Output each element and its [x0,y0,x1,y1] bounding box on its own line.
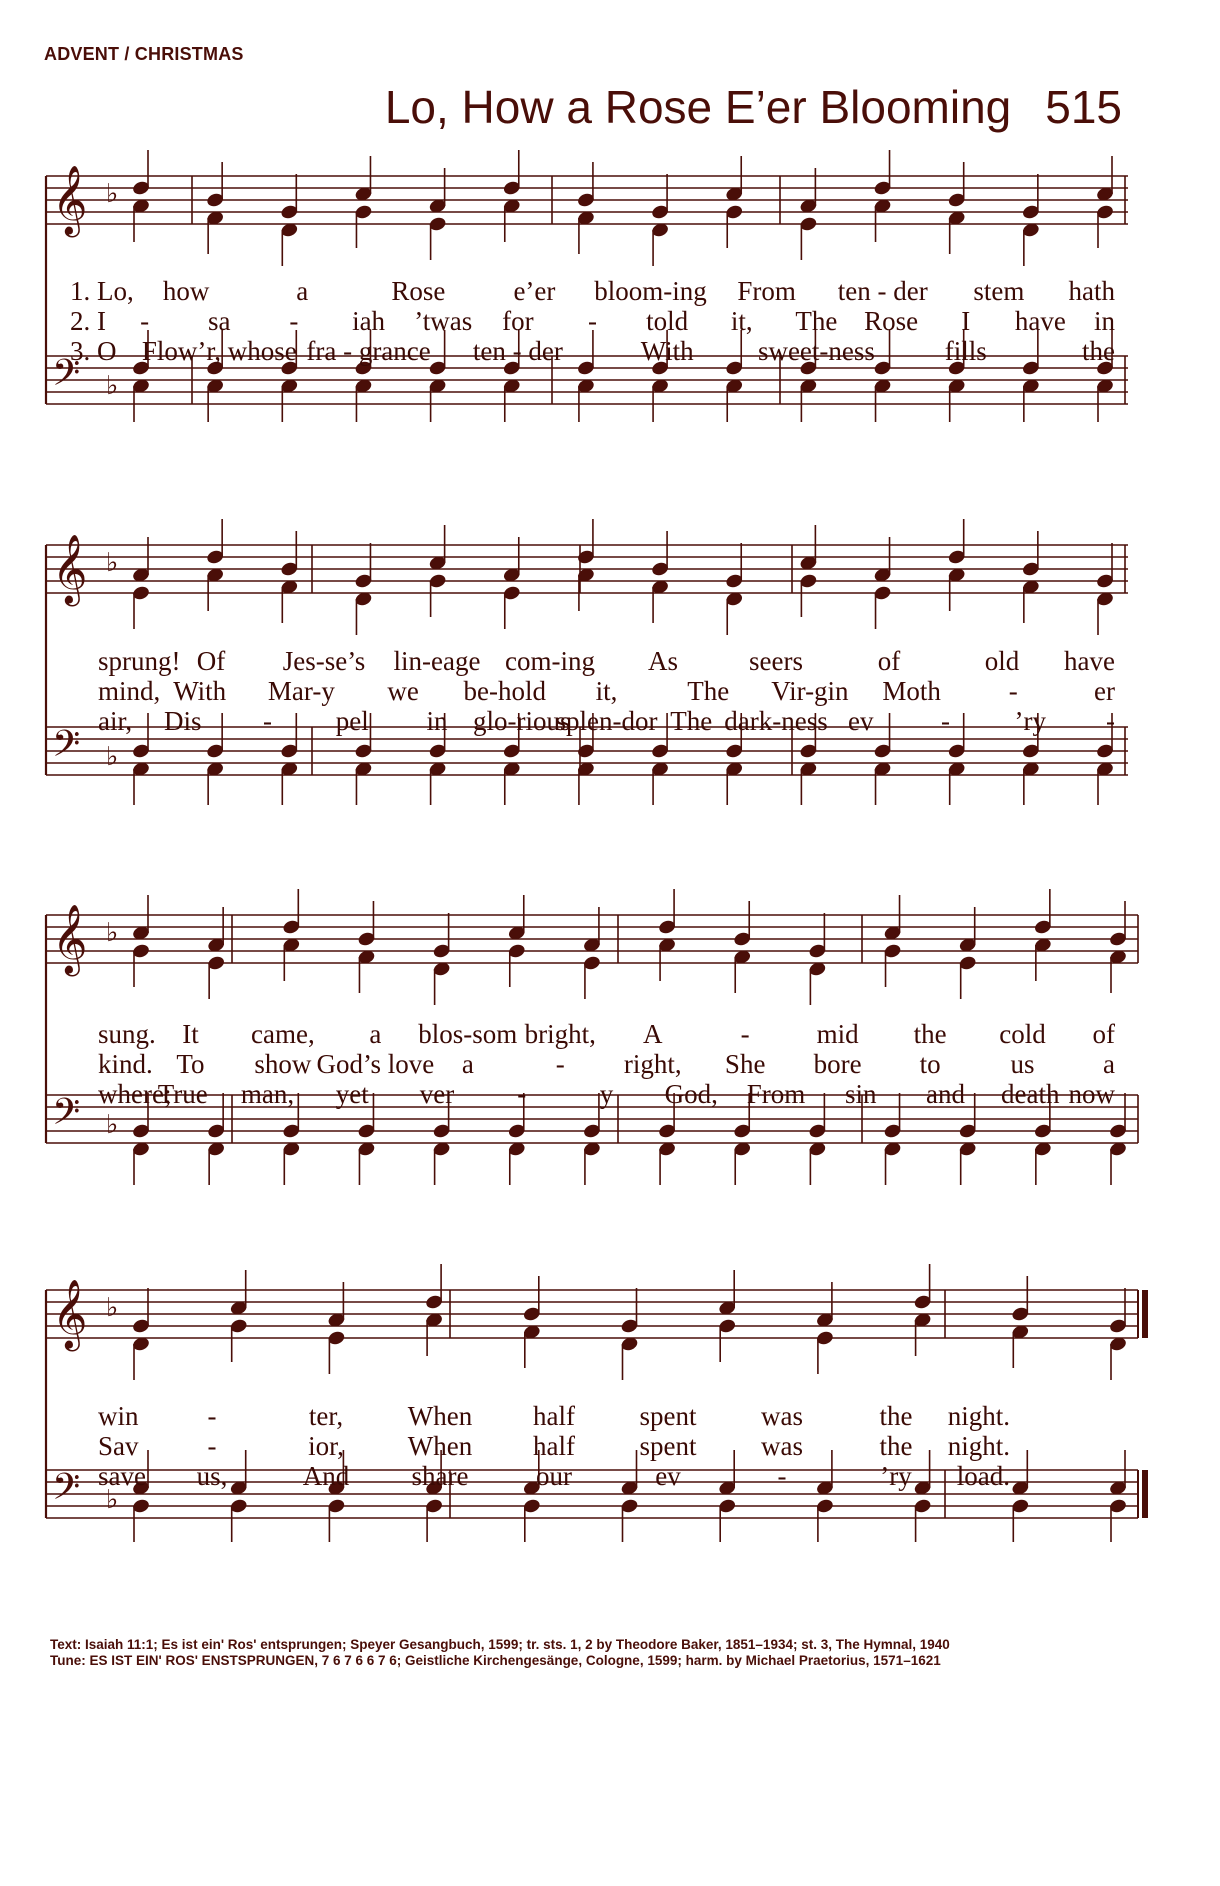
lyric-syllable: blos-som [418,1019,518,1049]
flat-sign: ♭ [106,742,119,771]
lyric-syllable: came, [251,1019,315,1049]
lyric-syllable: and [926,1079,965,1109]
lyric-syllable: glo-rious [473,706,571,736]
credits [50,1637,1170,1669]
lyric-syllable: now [1068,1079,1115,1109]
lyric-syllable: be-hold [463,676,547,706]
flat-sign: ♭ [106,1485,119,1514]
lyric-syllable: in [1093,306,1115,336]
lyric-syllable: kind. [98,1049,153,1079]
lyric-syllable: a [369,1019,382,1049]
lyric-syllable: - [740,1019,750,1049]
lyric-syllable: for [502,306,534,336]
lyric-syllable: bright, [524,1019,596,1049]
lyric-syllable: air, [98,706,133,736]
final-barline [1142,1470,1148,1518]
lyric-syllable: sung. [98,1019,156,1049]
lyric-syllable: As [647,646,679,676]
lyric-syllable: a [1103,1049,1115,1079]
lyric-syllable: lin-eage [393,646,481,676]
flat-sign: ♭ [106,1293,119,1322]
lyric-syllable: Flow’r, whose [141,336,297,366]
bass-clef: 𝄢 [52,1466,81,1517]
lyric-syllable: splen-dor [555,706,658,736]
lyric-syllable: It [182,1019,199,1049]
lyric-syllable: right, [623,1049,682,1079]
lyric-syllable: The [795,306,838,336]
lyric-syllable: e’er [513,276,556,306]
lyric-syllable: yet [335,1079,369,1109]
lyric-syllable: mind, [98,676,161,706]
lyric-syllable: bore [813,1049,862,1079]
lyric-syllable: how [162,276,210,306]
lyric-syllable: Rose [391,276,446,306]
lyric-syllable: I [961,306,971,336]
lyric-syllable: She [724,1049,766,1079]
lyric-syllable: show [254,1049,312,1079]
lyric-syllable: Vir-gin [771,676,849,706]
lyric-syllable: the [1082,336,1115,366]
lyric-syllable: where; [98,1079,172,1109]
lyric-syllable: - [263,706,272,736]
lyric-syllable: bloom-ing [594,276,707,306]
lyric-syllable: com-ing [505,646,595,676]
lyric-syllable: fra - grance [306,336,431,366]
hymn-number: 515 [1045,81,1122,133]
lyric-syllable: Sav [98,1431,139,1461]
lyric-syllable: us [1010,1049,1035,1079]
lyric-syllable: share [411,1461,469,1491]
section-heading: ADVENT / CHRISTMAS [44,44,244,64]
lyric-syllable: y [599,1079,614,1109]
lyric-syllable: half [533,1401,575,1431]
lyric-syllable: save [98,1461,146,1491]
final-barline [1142,1290,1148,1338]
lyric-syllable: - [1106,706,1115,736]
lyric-syllable: Moth [882,676,941,706]
bass-clef: 𝄢 [52,723,81,774]
flat-sign: ♭ [106,1110,119,1139]
lyric-syllable: With [640,336,694,366]
treble-clef: 𝄞 [52,534,88,604]
lyric-syllable: in [426,706,448,736]
lyric-syllable: A [642,1019,663,1049]
tune-credit: Tune: ES IST EIN' ROS' ENSTSPRUNGEN, 7 6 7 6 6 7 6; Geistliche Kirchengesänge, Cologne, 1599; harm. by Michael Praetorius, 1571–1621 [50,1653,941,1668]
lyric-syllable: ten - der [472,336,563,366]
lyric-syllable: man, [240,1079,295,1109]
lyric-syllable: ’ry [1014,706,1046,736]
lyric-syllable: half [533,1431,575,1461]
lyric-syllable: ’twas [414,306,473,336]
lyric-syllable: to [919,1049,941,1079]
lyric-syllable: The [670,706,713,736]
lyric-syllable: With [173,676,227,706]
lyric-syllable: True [157,1079,208,1109]
lyric-syllable: of [877,646,901,676]
lyric-syllable: ter, [308,1401,344,1431]
lyric-syllable: pel [335,706,369,736]
lyric-syllable: sin [844,1079,877,1109]
treble-clef: 𝄞 [52,165,88,235]
lyric-syllable: - [588,306,597,336]
lyric-syllable: night. [947,1431,1010,1461]
lyric-syllable: 1. Lo, [70,276,134,306]
lyric-syllable: load. [956,1461,1010,1491]
lyric-syllable: iah [352,306,386,336]
lyric-syllable: From [746,1079,806,1109]
lyric-syllable: it, [730,306,753,336]
lyric-syllable: we [387,676,419,706]
lyrics [70,276,1116,1491]
lyric-syllable: was [761,1401,803,1431]
lyric-syllable: cold [999,1019,1046,1049]
lyric-syllable: the [879,1401,913,1431]
lyric-syllable: ior, [308,1431,344,1461]
lyric-syllable: Dis [163,706,202,736]
lyric-syllable: Of [196,646,226,676]
lyric-syllable: - [207,1431,217,1461]
text-credit: Text: Isaiah 11:1; Es ist ein' Ros' entsprungen; Speyer Gesangbuch, 1599; tr. sts. 1, 2 by Theodore Baker, 1851–1934; st. 3, The Hymnal, 1940 [50,1637,950,1652]
lyric-syllable: our [536,1461,572,1491]
lyric-syllable: the [879,1431,913,1461]
lyric-syllable: ’ry [880,1461,912,1491]
lyric-syllable: When [407,1431,473,1461]
lyric-syllable: When [407,1401,473,1431]
lyric-syllable: old [984,646,1020,676]
lyric-syllable: - [289,306,299,336]
hymn-title: Lo, How a Rose E’er Blooming [384,81,1012,133]
lyric-syllable: The [687,676,730,706]
lyric-syllable: ev [655,1461,681,1491]
lyric-syllable: of [1092,1019,1115,1049]
treble-clef: 𝄞 [52,904,88,974]
lyric-syllable: - [555,1049,565,1079]
lyric-syllable: us, [196,1461,228,1491]
flat-sign: ♭ [106,179,119,208]
lyric-syllable: God’s love [316,1049,435,1079]
lyric-syllable: dark-ness [724,706,828,736]
flat-sign: ♭ [106,918,119,947]
lyric-syllable: God, [664,1079,718,1109]
lyric-syllable: ev [848,706,874,736]
lyric-syllable: 2. I [70,306,106,336]
lyric-syllable: - [207,1401,217,1431]
bass-clef: 𝄢 [52,1091,81,1142]
lyric-syllable: To [176,1049,205,1079]
lyric-syllable: 3. O [70,336,117,366]
lyric-syllable: the [913,1019,947,1049]
lyric-syllable: sprung! [98,646,181,676]
flat-sign: ♭ [106,548,119,577]
lyric-syllable: was [761,1431,803,1461]
lyric-syllable: ten - der [837,276,928,306]
lyric-syllable: a [296,276,309,306]
lyric-syllable: have [1014,306,1066,336]
lyric-syllable: have [1064,646,1115,676]
treble-clef: 𝄞 [52,1279,88,1349]
lyric-syllable: spent [639,1401,697,1431]
lyric-syllable: told [646,306,689,336]
lyric-syllable: - [1008,676,1018,706]
lyric-syllable: From [737,276,796,306]
lyric-syllable: a [461,1049,474,1079]
lyric-syllable: - [517,1079,527,1109]
lyric-syllable: - [140,306,150,336]
lyric-syllable: Rose [864,306,919,336]
lyric-syllable: spent [639,1431,697,1461]
lyric-syllable: fills [944,336,987,366]
bass-clef: 𝄢 [52,352,81,403]
lyric-syllable: death [1001,1079,1060,1109]
lyric-syllable: Jes-se’s [282,646,366,676]
lyric-syllable: er [1094,676,1115,706]
lyric-syllable: mid [816,1019,859,1049]
lyric-syllable: hath [1068,276,1115,306]
lyric-syllable: - [941,706,950,736]
lyric-syllable: stem [973,276,1025,306]
lyric-syllable: win [98,1401,139,1431]
lyric-syllable: night. [947,1401,1010,1431]
flat-sign: ♭ [106,371,119,400]
lyric-syllable: sa [208,306,231,336]
lyric-syllable: ver [419,1079,455,1109]
lyric-syllable: sweet-ness [757,336,875,366]
lyric-syllable: Mar-y [267,676,335,706]
lyric-syllable: And [302,1461,350,1491]
lyric-syllable: seers [749,646,803,676]
lyric-syllable: it, [595,676,618,706]
lyric-syllable: - [777,1461,787,1491]
